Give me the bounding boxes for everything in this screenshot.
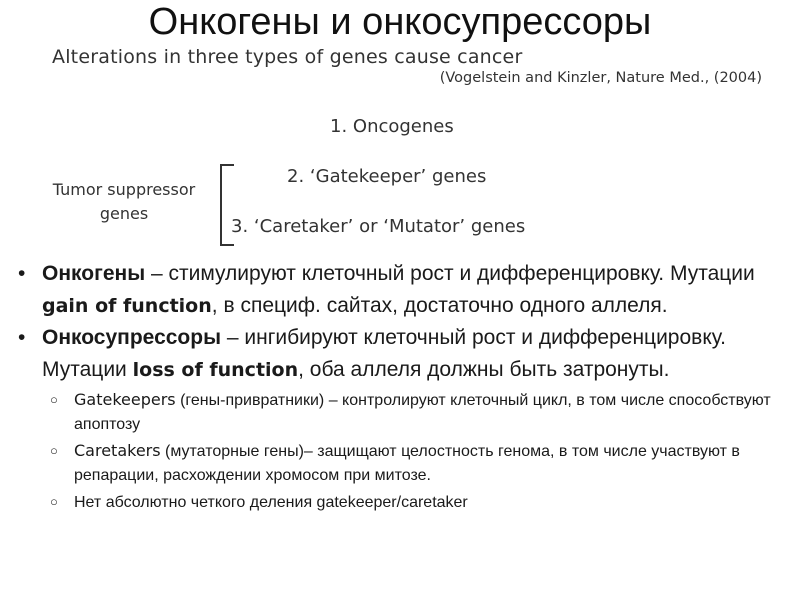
sub-bullet-text: Нет абсолютно четкого деления gatekeeper/caretaker <box>74 494 468 511</box>
bullet-dot-icon: • <box>18 326 26 349</box>
sub-bullet-text: (мутаторные гены)– защищают целостность генома, в том числе участвуют в репарации, расхождении хромосом при митозе. <box>74 443 740 484</box>
sub-bullet-circle-icon: ○ <box>50 443 58 458</box>
sub-bullet-term: Caretakers <box>74 441 161 460</box>
bullet-dot-icon: • <box>18 262 26 285</box>
bullet-text: – стимулируют клеточный рост и дифференцировку. Мутации <box>145 262 755 285</box>
sub-bullet-division <box>18 490 788 515</box>
tumor-suppressor-line2: genes <box>99 204 149 223</box>
sub-bullet-circle-icon: ○ <box>50 494 58 509</box>
sub-bullet-circle-icon: ○ <box>50 392 58 407</box>
bullet-oncogenes <box>18 258 788 322</box>
figure-subtitle: Alterations in three types of genes cause cancer <box>52 46 523 68</box>
figure-item-caretaker: 3. ‘Caretaker’ or ‘Mutator’ genes <box>231 216 526 237</box>
slide-title: Онкогены и онкосупрессоры <box>148 1 652 43</box>
tumor-suppressor-label <box>34 178 214 226</box>
bullet-highlight: loss of function <box>132 359 299 381</box>
sub-bullet-gatekeepers <box>18 388 788 437</box>
sub-bullet-term: Gatekeepers <box>74 390 176 409</box>
sub-bullet-caretakers <box>18 439 788 488</box>
figure-item-oncogenes: 1. Oncogenes <box>330 116 454 137</box>
figure-image <box>0 44 800 256</box>
bullet-term: Онкогены <box>42 262 146 285</box>
bullet-suppressors <box>18 322 788 386</box>
bullet-list <box>18 258 788 515</box>
bracket-shape <box>220 164 234 246</box>
bullet-highlight: gain of function <box>42 295 212 317</box>
sub-bullet-text: (гены-привратники) – контролируют клеточный цикл, в том числе способствуют апоптозу <box>74 392 771 433</box>
bullet-text: , оба аллеля должны быть затронуты. <box>298 358 670 381</box>
bullet-term: Онкосупрессоры <box>42 326 222 349</box>
figure-citation: (Vogelstein and Kinzler, Nature Med., (2004) <box>439 70 762 86</box>
tumor-suppressor-line1: Tumor suppressor <box>52 180 196 199</box>
bullet-text: , в специф. сайтах, достаточно одного аллеля. <box>211 294 668 317</box>
bullet-text: – ингибируют клеточный рост и дифференцировку. Мутации <box>42 326 726 381</box>
figure-item-gatekeeper: 2. ‘Gatekeeper’ genes <box>287 166 487 187</box>
